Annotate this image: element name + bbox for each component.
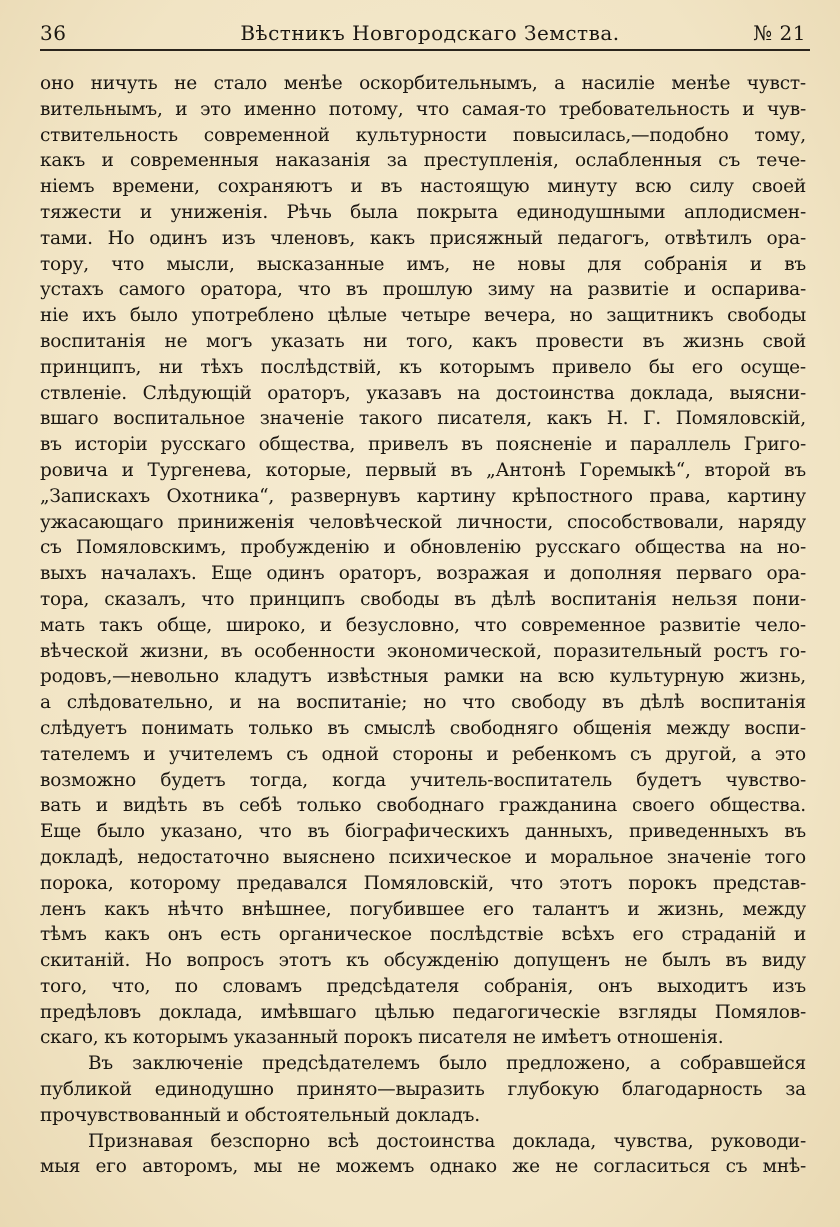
- text-line: ствленіе. Слѣдующій ораторъ, указавъ на достоинства доклада, выясни-: [40, 382, 806, 404]
- text-line: скаго, къ которымъ указанный порокъ писателя не имѣетъ отношенія.: [40, 1027, 724, 1049]
- text-line: а слѣдовательно, и на воспитаніе; но что свободу въ дѣлѣ воспитанія: [40, 692, 806, 714]
- text-line: какъ и современныя наказанія за преступленія, ослабленныя съ тече-: [40, 150, 806, 172]
- text-line: оно ничуть не стало менѣе оскорбительнымъ, а насиліе менѣе чувст-: [40, 73, 806, 94]
- text-line: „Запискахъ Охотника“, развернувъ картину крѣпостного права, картину: [40, 485, 806, 507]
- text-line: воспитанія не могъ указать ни того, какъ провести въ жизнь свой: [40, 330, 806, 352]
- text-line: того, что, по словамъ предсѣдателя собранія, онъ выходитъ изъ: [40, 975, 806, 997]
- text-line: Признавая безспорно всѣ достоинства доклада, чувства, руководи-: [88, 1130, 806, 1152]
- text-line: ствительность современной культурности повысилась,—подобно тому,: [40, 124, 806, 146]
- text-line: вать и видѣть въ себѣ только свободнаго гражданина своего общества.: [40, 795, 806, 817]
- issue-number: № 21: [753, 21, 806, 45]
- text-line: слѣдуетъ понимать только въ смыслѣ свободняго общенія между воспи-: [40, 717, 806, 739]
- text-line: вѣческой жизни, въ особенности экономической, поразительный ростъ го-: [40, 640, 806, 662]
- text-line: порока, которому предавался Помяловскій, что этотъ порокъ представ-: [40, 872, 806, 894]
- text-line: прочувствованный и обстоятельный докладъ.: [40, 1104, 480, 1126]
- text-line: Въ заключеніе предсѣдателемъ было предложено, а собравшейся: [88, 1053, 806, 1075]
- journal-title: Вѣстникъ Новгородскаго Земства.: [240, 21, 620, 45]
- text-line: скитаній. Но вопросъ этотъ къ обсужденію допущенъ не былъ въ виду: [40, 950, 806, 972]
- body-text: [40, 71, 806, 1180]
- text-line: родовъ,—невольно кладутъ извѣстныя рамки на всю культурную жизнь,: [40, 666, 806, 688]
- text-line: вительнымъ, и это именно потому, что самая-то требовательность и чув-: [40, 98, 806, 120]
- text-line: съ Помяловскимъ, пробужденію и обновленію русскаго общества на но-: [40, 537, 806, 559]
- text-line: устахъ самого оратора, что въ прошлую зиму на развитіе и оспарива-: [40, 279, 806, 301]
- text-line: тѣмъ какъ онъ есть органическое послѣдствіе всѣхъ его страданій и: [40, 924, 806, 946]
- text-line: тами. Но одинъ изъ членовъ, какъ присяжный педагогъ, отвѣтилъ ора-: [40, 227, 806, 249]
- text-line: публикой единодушно принято—выразить глубокую благодарность за: [40, 1079, 806, 1101]
- text-line: тяжести и униженія. Рѣчь была покрыта единодушными аплодисмен-: [40, 201, 806, 223]
- text-line: ленъ какъ нѣчто внѣшнее, погубившее его талантъ и жизнь, между: [40, 898, 806, 920]
- text-line: возможно будетъ тогда, когда учитель-воспитатель будетъ чувство-: [40, 769, 806, 791]
- text-line: выхъ началахъ. Еще одинъ ораторъ, возражая и дополняя перваго ора-: [40, 563, 806, 585]
- text-line: ужасающаго приниженія человѣческой личности, способствовали, наряду: [40, 511, 806, 533]
- page-number: 36: [40, 21, 67, 45]
- text-line: предѣловъ доклада, имѣвшаго цѣлью педагогическіе взгляды Помялов-: [40, 1001, 806, 1023]
- text-line: вшаго воспитальное значеніе такого писателя, какъ Н. Г. Помяловскій,: [40, 408, 806, 430]
- text-line: тателемъ и учителемъ съ одной стороны и ребенкомъ съ другой, а это: [40, 743, 806, 765]
- text-line: ровича и Тургенева, которые, первый въ „Антонѣ Горемыкѣ“, второй въ: [40, 459, 806, 481]
- text-line: мыя его авторомъ, мы не можемъ однако же не согласиться съ мнѣ-: [40, 1156, 806, 1178]
- text-line: принципъ, ни тѣхъ послѣдствій, къ которымъ привело бы его осуще-: [40, 356, 806, 378]
- text-line: въ исторіи русскаго общества, привелъ въ поясненіе и параллель Григо-: [40, 434, 806, 456]
- running-header: [40, 21, 810, 49]
- header-rule: [40, 49, 810, 51]
- text-line: ніемъ времени, сохраняютъ и въ настоящую минуту всю силу своей: [40, 176, 806, 198]
- text-line: докладѣ, недостаточно выяснено психическое и моральное значеніе того: [40, 846, 806, 868]
- text-line: тора, сказалъ, что принципъ свободы въ дѣлѣ воспитанія нельзя пони-: [40, 588, 806, 610]
- text-line: ніе ихъ было употреблено цѣлые четыре вечера, но защитникъ свободы: [40, 305, 806, 327]
- text-line: тору, что мысли, высказанные имъ, не новы для собранія и въ: [40, 253, 806, 275]
- text-line: Еще было указано, что въ біографическихъ данныхъ, приведенныхъ въ: [40, 821, 806, 843]
- text-line: мать такъ обще, широко, и безусловно, что современное развитіе чело-: [40, 614, 806, 636]
